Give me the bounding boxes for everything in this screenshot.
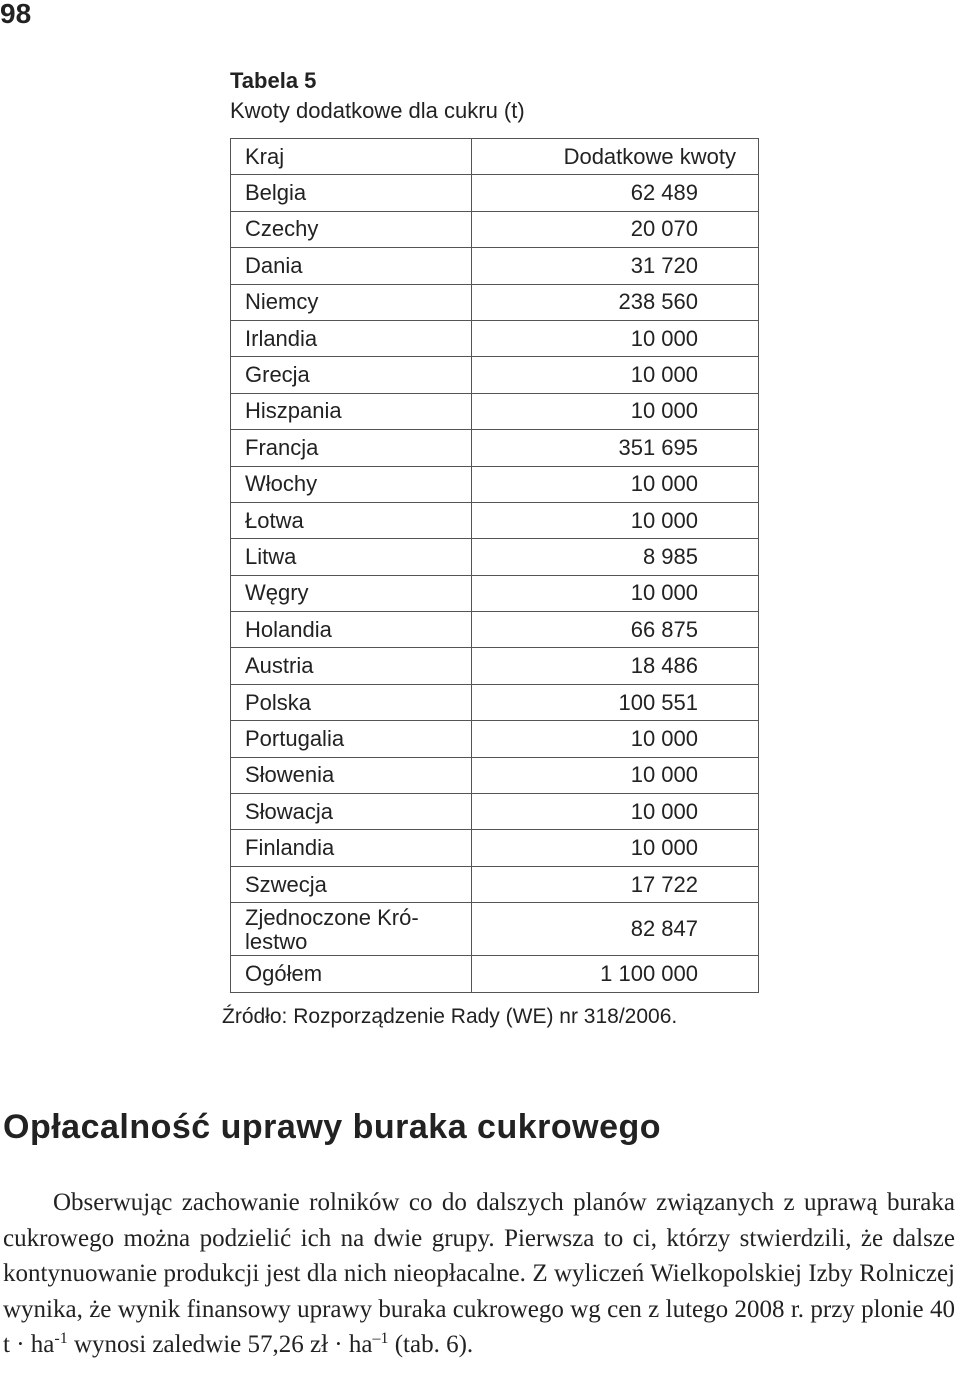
paragraph-part-1: Obserwując zachowanie rolników co do dalszych planów związanych z uprawą buraka cukrowego można podzielić ich na dwie grupy. Pierwsza to ci, którzy stwierdzili, że dalsze kontynuowanie produkcji jest dla nich nieopłacalne. Z wyliczeń Wielkopolskiej Izby Rolniczej wynika, że wynik finansowy uprawy buraka cukrowego wg cen z lutego 2008 r. przy plonie 40 t · ha — [3, 1189, 955, 1358]
paragraph-part-2: wynosi zaledwie 57,26 zł · ha — [67, 1331, 373, 1358]
cell-value: 18 486 — [472, 648, 759, 684]
table-row — [231, 357, 759, 393]
cell-country: Szwecja — [231, 866, 472, 902]
cell-value: 62 489 — [472, 175, 759, 211]
table-row — [231, 284, 759, 320]
table-caption — [230, 66, 525, 126]
cell-value: 10 000 — [472, 575, 759, 611]
table-row — [231, 757, 759, 793]
cell-value: 10 000 — [472, 393, 759, 429]
cell-country: Francja — [231, 430, 472, 466]
cell-country: Węgry — [231, 575, 472, 611]
cell-value: 10 000 — [472, 357, 759, 393]
cell-value: 10 000 — [472, 320, 759, 356]
table-row — [231, 648, 759, 684]
table-row — [231, 211, 759, 247]
cell-value: 10 000 — [472, 830, 759, 866]
cell-value: 8 985 — [472, 539, 759, 575]
cell-country: Łotwa — [231, 502, 472, 538]
table-row — [231, 830, 759, 866]
header-value: Dodatkowe kwoty — [472, 139, 759, 175]
cell-country: Austria — [231, 648, 472, 684]
table-row — [231, 466, 759, 502]
table-row — [231, 430, 759, 466]
cell-value: 82 847 — [472, 903, 759, 956]
cell-value: 238 560 — [472, 284, 759, 320]
cell-country: Czechy — [231, 211, 472, 247]
table-title: Kwoty dodatkowe dla cukru (t) — [230, 98, 525, 123]
cell-value: 10 000 — [472, 757, 759, 793]
table-row — [231, 175, 759, 211]
cell-value: 17 722 — [472, 866, 759, 902]
cell-country: Włochy — [231, 466, 472, 502]
cell-country: Irlandia — [231, 320, 472, 356]
cell-value: 10 000 — [472, 466, 759, 502]
header-country: Kraj — [231, 139, 472, 175]
cell-value: 1 100 000 — [472, 956, 759, 992]
cell-country: Portugalia — [231, 721, 472, 757]
section-heading: Opłacalność uprawy buraka cukrowego — [3, 1108, 662, 1146]
cell-country: Słowacja — [231, 794, 472, 830]
cell-value: 31 720 — [472, 248, 759, 284]
table-row — [231, 866, 759, 902]
table-source: Źródło: Rozporządzenie Rady (WE) nr 318/2006. — [222, 1005, 678, 1028]
cell-country: Niemcy — [231, 284, 472, 320]
cell-country: Dania — [231, 248, 472, 284]
table-row — [231, 248, 759, 284]
table-row — [231, 903, 759, 956]
cell-value: 10 000 — [472, 794, 759, 830]
table-row — [231, 393, 759, 429]
cell-country: Litwa — [231, 539, 472, 575]
cell-country: Słowenia — [231, 757, 472, 793]
table-row — [231, 956, 759, 992]
cell-country: Finlandia — [231, 830, 472, 866]
cell-value: 100 551 — [472, 684, 759, 720]
cell-country: Polska — [231, 684, 472, 720]
table-header-row — [231, 139, 759, 175]
cell-country: Belgia — [231, 175, 472, 211]
cell-value: 10 000 — [472, 502, 759, 538]
cell-value: 351 695 — [472, 430, 759, 466]
table-row — [231, 721, 759, 757]
cell-country: Grecja — [231, 357, 472, 393]
table-row — [231, 539, 759, 575]
cell-country: Holandia — [231, 612, 472, 648]
table-row — [231, 502, 759, 538]
cell-country: Zjednoczone Kró- lestwo — [231, 903, 472, 956]
superscript-2: –1 — [372, 1330, 389, 1347]
body-paragraph — [3, 1185, 955, 1363]
table-row — [231, 684, 759, 720]
cell-value: 10 000 — [472, 721, 759, 757]
superscript-1: -1 — [54, 1330, 68, 1347]
cell-country: Hiszpania — [231, 393, 472, 429]
cell-value: 66 875 — [472, 612, 759, 648]
cell-country: Ogółem — [231, 956, 472, 992]
table-row — [231, 612, 759, 648]
table-label: Tabela 5 — [230, 68, 317, 93]
table-row — [231, 575, 759, 611]
page-number: 98 — [0, 0, 32, 29]
paragraph-part-3: (tab. 6). — [388, 1331, 474, 1358]
cell-value: 20 070 — [472, 211, 759, 247]
table-row — [231, 320, 759, 356]
table-row — [231, 794, 759, 830]
sugar-quota-table — [230, 138, 759, 993]
